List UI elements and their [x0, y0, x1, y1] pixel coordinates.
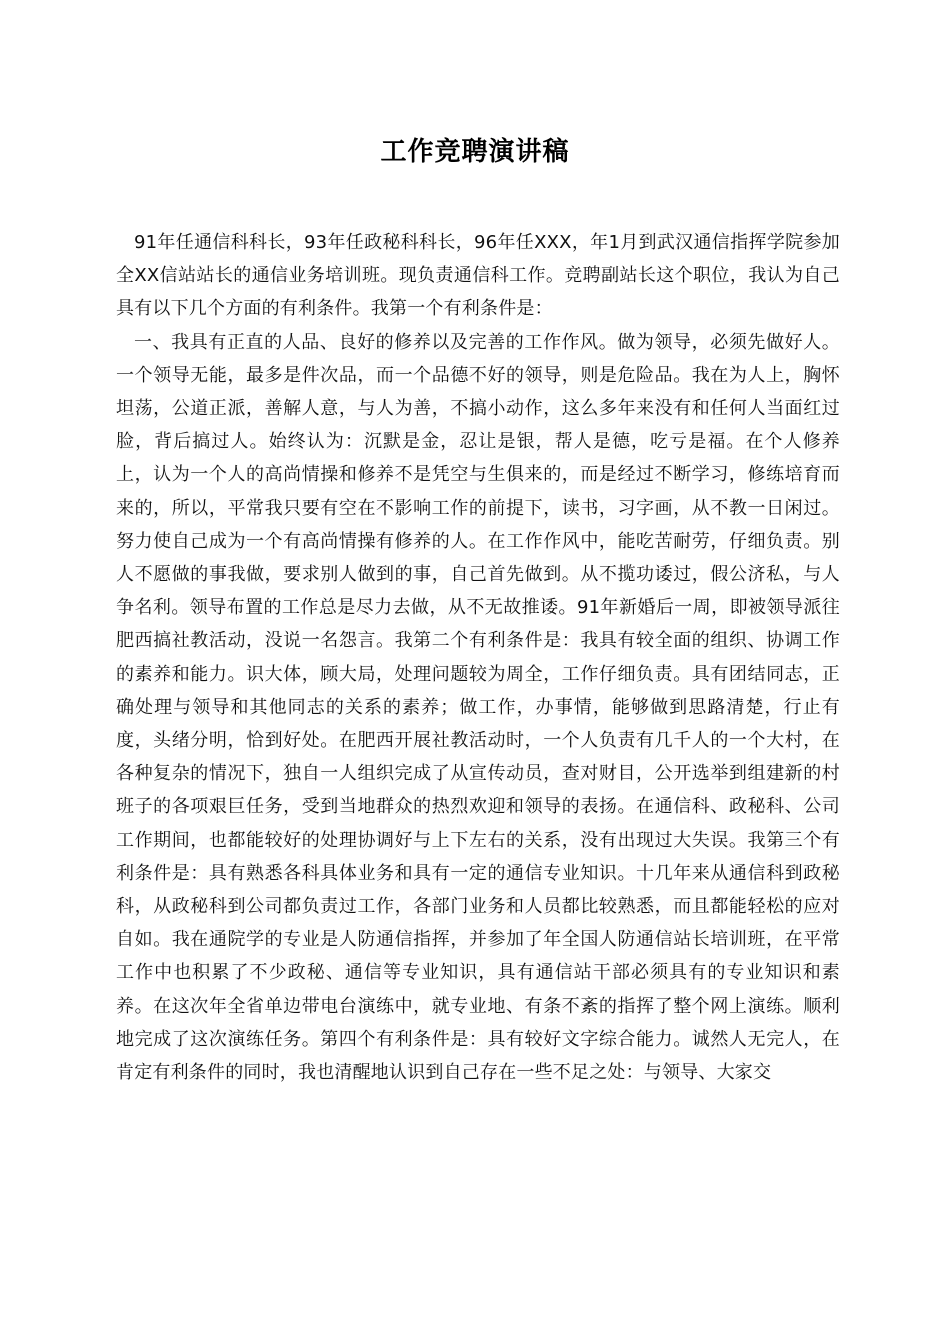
- page-title: 工作竞聘演讲稿: [380, 137, 570, 167]
- paragraph-conditions: 一、我具有正直的人品、良好的修养以及完善的工作作风。做为领导，必须先做好人。一个领导无能，最多是件次品，而一个品德不好的领导，则是危险品。我在为人上，胸怀坦荡，公道正派，善解人意，与人为善，不搞小动作，这么多年来没有和任何人当面红过脸，背后搞过人。始终认为：沉默是金，忍让是银，帮人是德，吃亏是福。在个人修养上，认为一个人的高尚情操和修养不是凭空与生俱来的，而是经过不断学习，修练培育而来的，所以，平常我只要有空在不影响工作的前提下，读书，习字画，从不教一日闲过。努力使自己成为一个有高尚情操有修养的人。在工作作风中，能吃苦耐劳，仔细负责。别人不愿做的事我做，要求别人做到的事，自己首先做到。从不揽功诿过，假公济私，与人争名利。领导布置的工作总是尽力去做，从不无故推诿。91年新婚后一周，即被领导派往肥西搞社教活动，没说一名怨言。我第二个有利条件是：我具有较全面的组织、协调工作的素养和能力。识大体，顾大局，处理问题较为周全，工作仔细负责。具有团结同志，正确处理与领导和其他同志的关系的素养；做工作，办事情，能够做到思路清楚，行止有度，头绪分明，恰到好处。在肥西开展社教活动时，一个人负责有几千人的一个大村，在各种复杂的情况下，独自一人组织完成了从宣传动员，查对财目，公开选举到组建新的村班子的各项艰巨任务，受到当地群众的热烈欢迎和领导的表扬。在通信科、政秘科、公司工作期间，也都能较好的处理协调好与上下左右的关系，没有出现过大失误。我第三个有利条件是：具有熟悉各科具体业务和具有一定的通信专业知识。十几年来从通信科到政秘科，从政秘科到公司都负责过工作，各部门业务和人员都比较熟悉，而且都能轻松的应对自如。我在通院学的专业是人防通信指挥，并参加了年全国人防通信站长培训班，在平常工作中也积累了不少政秘、通信等专业知识，具有通信站干部必须具有的专业知识和素养。在这次年全省单边带电台演练中，就专业地、有条不紊的指挥了整个网上演练。顺利地完成了这次演练任务。第四个有利条件是：具有较好文字综合能力。诚然人无完人，在肯定有利条件的同时，我也清醒地认识到自己存在一些不足之处：与领导、大家交: [116, 331, 840, 1084]
- paragraph-intro: 91年任通信科科长，93年任政秘科科长，96年任XXX，年1月到武汉通信指挥学院参加全XX信站站长的通信业务培训班。现负责通信科工作。竞聘副站长这个职位，我认为自己具有以下几个方面的有利条件。我第一个有利条件是：: [116, 232, 840, 320]
- document-body: [116, 226, 840, 1089]
